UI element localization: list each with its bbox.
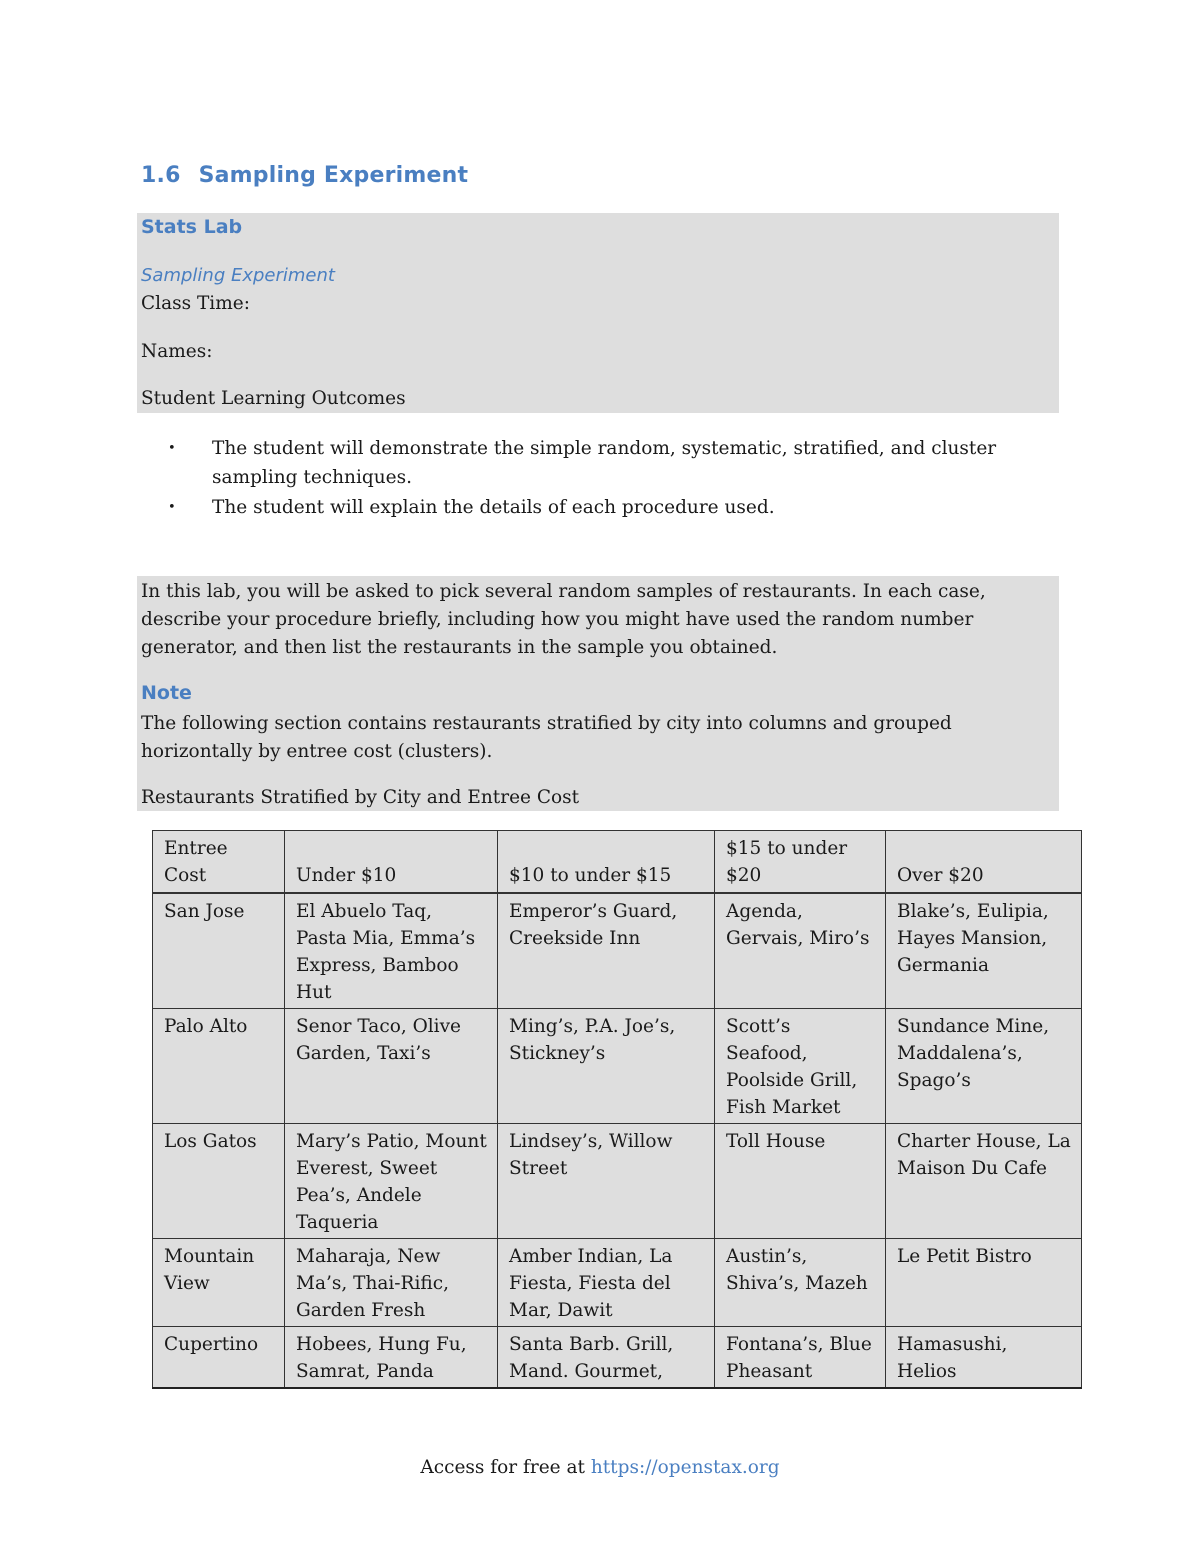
table-cell: El Abuelo Taq, Pasta Mia, Emma’s Express, Bamboo Hut [285,893,498,1009]
table-cell: Emperor’s Guard, Creekside Inn [498,893,715,1009]
note-paragraph: The following section contains restaurants stratified by city into columns and grouped horizontally by entree cost (clusters). [141,713,952,762]
table-header-row [153,831,1082,894]
table-row [153,1239,1082,1327]
note-heading: Note [141,682,192,704]
outcomes-label: Student Learning Outcomes [141,388,406,409]
city-cell: Palo Alto [153,1009,285,1124]
column-header: $10 to under $15 [498,831,715,894]
column-header: Under $10 [285,831,498,894]
lab-subheading: Sampling Experiment [141,265,335,286]
lab-heading: Stats Lab [141,216,243,238]
table-cell: Hamasushi, Helios [886,1327,1082,1389]
table-cell: Maharaja, New Ma’s, Thai-Rific, Garden Fresh [285,1239,498,1327]
table-row [153,893,1082,1009]
openstax-link[interactable]: https://openstax.org [590,1457,780,1478]
intro-paragraph: In this lab, you will be asked to pick several random samples of restaurants. In each case, describe your procedure briefly, including how you might have used the random number generator, and then list the restaurants in the sample you obtained. [141,581,986,658]
city-cell: Cupertino [153,1327,285,1389]
section-number: 1.6 [141,163,181,188]
table-cell: Scott’s Seafood, Poolside Grill, Fish Market [715,1009,886,1124]
table-cell: Mary’s Patio, Mount Everest, Sweet Pea’s, Andele Taqueria [285,1124,498,1239]
restaurant-table [152,830,1082,1389]
city-cell: Mountain View [153,1239,285,1327]
page-footer [0,1457,1200,1478]
table-cell: Amber Indian, La Fiesta, Fiesta del Mar, Dawit [498,1239,715,1327]
city-cell: San Jose [153,893,285,1009]
outcome-text: The student will explain the details of each procedure used. [212,497,775,518]
list-item [168,493,1058,522]
column-header: Over $20 [886,831,1082,894]
bullet-icon: • [168,441,176,456]
table-cell: Charter House, La Maison Du Cafe [886,1124,1082,1239]
outcomes-list [168,434,1058,523]
table-cell: Hobees, Hung Fu, Samrat, Panda [285,1327,498,1389]
table-cell: Lindsey’s, Willow Street [498,1124,715,1239]
section-title-text: Sampling Experiment [198,163,469,188]
table-row [153,1124,1082,1239]
column-header: $15 to under $20 [715,831,886,894]
table-cell: Senor Taco, Olive Garden, Taxi’s [285,1009,498,1124]
table-caption: Restaurants Stratified by City and Entree Cost [141,787,580,808]
table-cell: Ming’s, P.A. Joe’s, Stickney’s [498,1009,715,1124]
footer-text: Access for free at [420,1457,585,1478]
table-cell: Toll House [715,1124,886,1239]
names-label: Names: [141,341,213,362]
table-cell: Agenda, Gervais, Miro’s [715,893,886,1009]
lab-info-box [137,213,1059,413]
table-cell: Santa Barb. Grill, Mand. Gourmet, [498,1327,715,1389]
list-item [168,434,1058,492]
table-cell: Sundance Mine, Maddalena’s, Spago’s [886,1009,1082,1124]
table-row [153,1009,1082,1124]
class-time-label: Class Time: [141,293,250,314]
city-cell: Los Gatos [153,1124,285,1239]
table-cell: Austin’s, Shiva’s, Mazeh [715,1239,886,1327]
section-title [141,163,468,188]
table-cell: Blake’s, Eulipia, Hayes Mansion, Germania [886,893,1082,1009]
outcome-text: The student will demonstrate the simple random, systematic, stratified, and cluster sampling techniques. [212,438,997,488]
table-cell: Fontana’s, Blue Pheasant [715,1327,886,1389]
table-cell: Le Petit Bistro [886,1239,1082,1327]
column-header: Entree Cost [153,831,285,894]
table-row [153,1327,1082,1389]
bullet-icon: • [168,500,176,515]
